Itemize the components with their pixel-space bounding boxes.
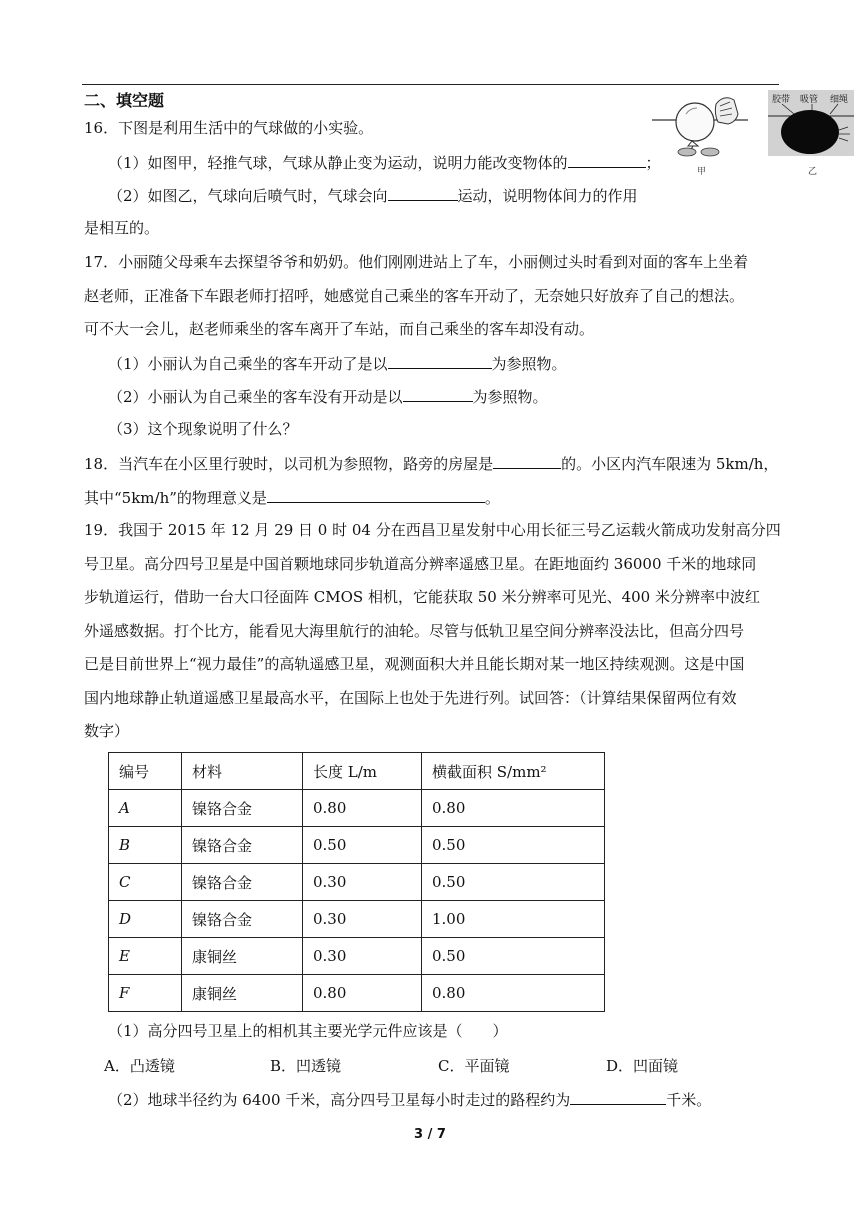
table-cell: 0.80 (422, 975, 605, 1012)
q16-part1 (108, 152, 661, 173)
q17-part3: （3）这个现象说明了什么？ (108, 420, 298, 438)
table-cell: 0.80 (303, 790, 422, 827)
q18-line1-text: 18．当汽车在小区里行驶时，以司机为参照物，路旁的房屋是 (84, 455, 494, 473)
table-cell: E (109, 938, 182, 975)
table-cell: 0.30 (303, 901, 422, 938)
table-header-row (109, 753, 605, 790)
figure-yi-balloon-jet (768, 90, 854, 178)
q17-line-2: 赵老师，正准备下车跟老师打招呼，她感觉自己乘坐的客车开动了，无奈她只好放弃了自己的想法。 (84, 287, 745, 305)
table-cell: A (109, 790, 182, 827)
table-cell: D (109, 901, 182, 938)
materials-table (108, 752, 605, 1012)
q17-part2-text: （2）小丽认为自己乘坐的客车没有开动是以 (108, 388, 403, 406)
table-cell: 镍铬合金 (182, 790, 303, 827)
q17-part2-tail: 为参照物。 (472, 388, 548, 406)
table-cell: 镍铬合金 (182, 901, 303, 938)
q19-line-5: 已是目前世界上“视力最佳”的高轨遥感卫星，观测面积大并且能长期对某一地区持续观测。这是中国 (84, 655, 745, 673)
figure-yi-label: 乙 (808, 167, 818, 177)
table-cell: 0.80 (422, 790, 605, 827)
table-cell: 镍铬合金 (182, 827, 303, 864)
figure-jia-balloon-push (652, 92, 748, 178)
table-cell: C (109, 864, 182, 901)
option-d[interactable]: D．凹面镜 (606, 1057, 679, 1075)
q17-line-1: 17．小丽随父母乘车去探望爷爷和奶奶。他们刚刚进站上了车，小丽侧过头时看到对面的客车上坐着 (84, 253, 749, 271)
table-cell: 0.50 (422, 938, 605, 975)
q16-part2-tail: 运动，说明物体间力的作用 (457, 187, 638, 205)
table-header-cell: 材料 (182, 753, 303, 790)
q17-answer-blank-1[interactable] (388, 353, 492, 369)
q19-line-3: 步轨道运行，借助一台大口径面阵 CMOS 相机，它能获取 50 米分辨率可见光、400 米分辨率中波红 (84, 588, 760, 606)
table-cell: 0.80 (303, 975, 422, 1012)
q18-answer-blank-2[interactable] (267, 487, 485, 503)
q17-part1-text: （1）小丽认为自己乘坐的客车开动了是以 (108, 355, 388, 373)
q16-stem: 16．下图是利用生活中的气球做的小实验。 (84, 119, 374, 137)
top-divider (82, 84, 779, 85)
q17-line-3: 可不大一会儿，赵老师乘坐的客车离开了车站，而自己乘坐的客车却没有动。 (84, 320, 595, 338)
q18-line2-text: 其中“5km/h”的物理意义是 (84, 489, 267, 507)
table-row (109, 827, 605, 864)
q16-part2-continuation: 是相互的。 (84, 219, 160, 237)
q18-line2-tail: 。 (484, 489, 500, 507)
table-cell: 镍铬合金 (182, 864, 303, 901)
q17-part1-tail: 为参照物。 (491, 355, 567, 373)
q17-answer-blank-2[interactable] (403, 386, 473, 402)
q16-part2-text: （2）如图乙，气球向后喷气时，气球会向 (108, 187, 388, 205)
table-header-cell: 长度 L/m (303, 753, 422, 790)
q19-line-6: 国内地球静止轨道遥感卫星最高水平，在国际上也处于先进行列。试回答：（计算结果保留两位有效 (84, 689, 737, 707)
q16-part1-end: ； (645, 154, 661, 172)
table-cell: B (109, 827, 182, 864)
table-row (109, 790, 605, 827)
q19-part2 (108, 1089, 711, 1110)
q19-part2-tail: 千米。 (666, 1091, 712, 1109)
table-row (109, 901, 605, 938)
table-row (109, 975, 605, 1012)
q19-line-7: 数字） (84, 722, 130, 740)
q18-line-2 (84, 487, 500, 508)
q18-answer-blank-1[interactable] (493, 453, 561, 469)
q19-part1: （1）高分四号卫星上的相机其主要光学元件应该是（ ） (108, 1022, 508, 1040)
q16-answer-blank-2[interactable] (388, 185, 458, 201)
table-cell: 0.50 (422, 827, 605, 864)
option-b[interactable]: B．凹透镜 (270, 1057, 342, 1075)
table-cell: 0.30 (303, 864, 422, 901)
q18-line-1 (84, 453, 778, 474)
section-title: 二、填空题 (84, 91, 165, 110)
q19-options (104, 1055, 704, 1075)
option-a[interactable]: A．凸透镜 (104, 1057, 175, 1075)
page-number: 3 / 7 (414, 1127, 446, 1142)
table-cell: 康铜丝 (182, 938, 303, 975)
table-header-cell: 编号 (109, 753, 182, 790)
figure-yi-straw-label: 吸管 (800, 95, 819, 105)
q19-line-1: 19．我国于 2015 年 12 月 29 日 0 时 04 分在西昌卫星发射中心用长征三号乙运载火箭成功发射高分四 (84, 521, 781, 539)
q16-answer-blank-1[interactable] (568, 152, 646, 168)
table-cell: 1.00 (422, 901, 605, 938)
figure-yi-tape-label: 胶带 (772, 95, 791, 105)
table-cell: 康铜丝 (182, 975, 303, 1012)
q16-part2 (108, 185, 638, 206)
figure-yi-string-label: 细绳 (830, 95, 849, 105)
q16-part1-text: （1）如图甲，轻推气球，气球从静止变为运动，说明力能改变物体的 (108, 154, 568, 172)
q17-part2 (108, 386, 548, 407)
q18-line1-tail: 的。小区内汽车限速为 5km/h， (561, 455, 779, 473)
q19-line-4: 外遥感数据。打个比方，能看见大海里航行的油轮。尽管与低轨卫星空间分辨率没法比，但高分四号 (84, 622, 745, 640)
table-row (109, 864, 605, 901)
q19-part2-text: （2）地球半径约为 6400 千米，高分四号卫星每小时走过的路程约为 (108, 1091, 571, 1109)
table-header-cell: 横截面积 S/mm² (422, 753, 605, 790)
option-c[interactable]: C．平面镜 (438, 1057, 510, 1075)
table-cell: 0.30 (303, 938, 422, 975)
table-cell: 0.50 (303, 827, 422, 864)
q17-part1 (108, 353, 567, 374)
table-cell: 0.50 (422, 864, 605, 901)
table-row (109, 938, 605, 975)
figure-jia-label: 甲 (697, 167, 707, 177)
q19-line-2: 号卫星。高分四号卫星是中国首颗地球同步轨道高分辨率遥感卫星。在距地面约 36000 千米的地球同 (84, 555, 757, 573)
table-cell: F (109, 975, 182, 1012)
q19-answer-blank[interactable] (570, 1089, 666, 1105)
